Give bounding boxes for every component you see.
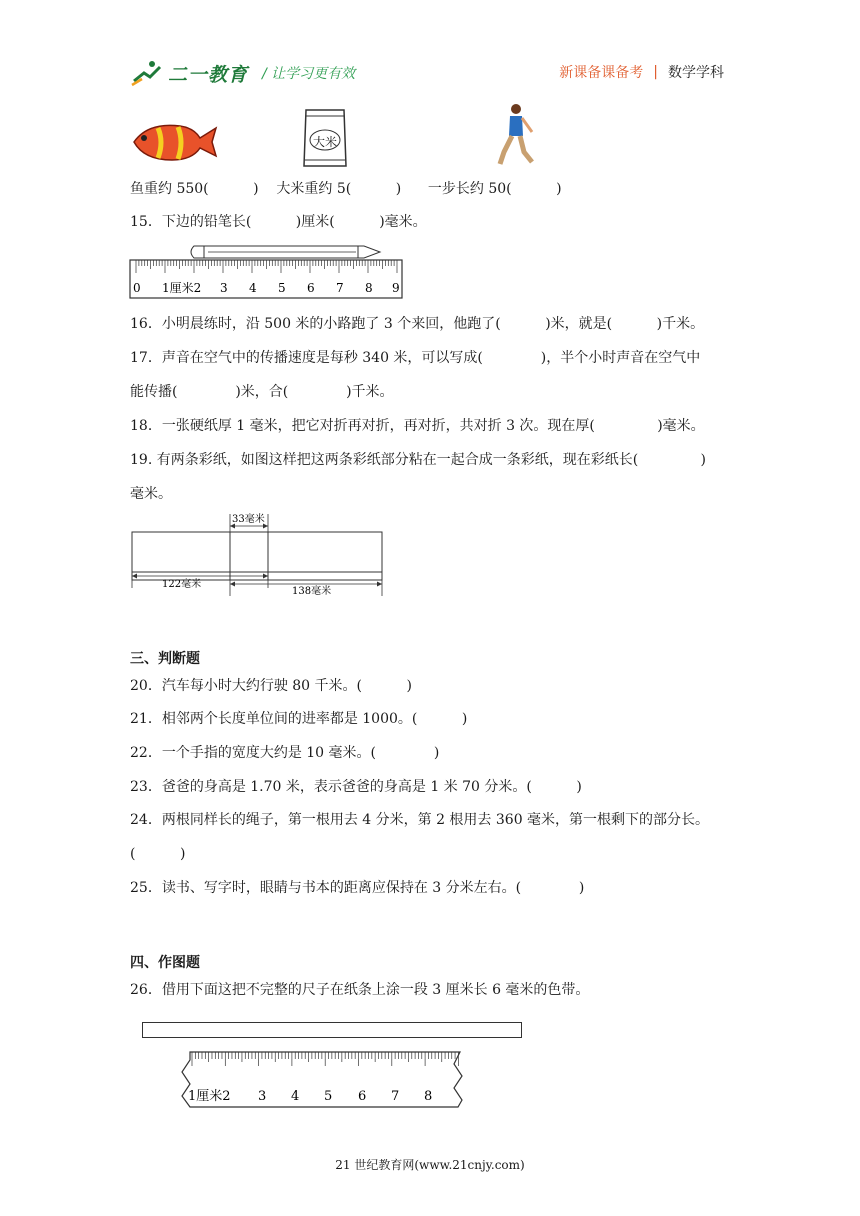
q21-text: 21．相邻两个长度单位间的进率都是 1000。( ) xyxy=(130,711,468,727)
q23-text: 23．爸爸的身高是 1.70 米，表示爸爸的身高是 1 米 70 分米。( ) xyxy=(130,779,582,795)
ruler1-tick-label: 3 xyxy=(220,281,228,295)
header-slogan: / 让学习更有效 xyxy=(262,66,356,82)
ruler1-tick-label: 1厘米2 xyxy=(162,281,202,295)
ruler1-tick-label: 9 xyxy=(392,281,400,295)
section-3-title: 三、判断题 xyxy=(130,651,200,667)
rice-bag-label: 大米 xyxy=(312,135,337,149)
runner-logo-icon xyxy=(130,59,164,87)
q19-text-line1: 19. 有两条彩纸，如图这样把这两条彩纸部分粘在一起合成一条彩纸，现在彩纸长( ) xyxy=(130,452,706,468)
header-right xyxy=(559,62,724,82)
q26-text: 26．借用下面这把不完整的尺子在纸条上涂一段 3 厘米长 6 毫米的色带。 xyxy=(130,982,590,998)
q18-text: 18．一张硬纸厚 1 毫米，把它对折再对折，再对折，共对折 3 次。现在厚( )毫米。 xyxy=(130,418,705,434)
logo-text: 二一教育 xyxy=(168,63,249,86)
section-4-title: 四、作图题 xyxy=(130,955,200,971)
ruler2-tick-label: 3 xyxy=(258,1089,267,1104)
q15-text: 15．下边的铅笔长( )厘米( )毫米。 xyxy=(130,214,427,230)
q17-text-line1: 17．声音在空气中的传播速度是每秒 340 米，可以写成( )，半个小时声音在空气中 xyxy=(130,350,701,366)
ruler1-tick-label: 7 xyxy=(336,281,344,295)
header-tag: 新课备课备考 xyxy=(559,65,644,81)
q20-text: 20．汽车每小时大约行驶 80 千米。( ) xyxy=(130,678,412,694)
ruler1-tick-label: 5 xyxy=(278,281,286,295)
ruler2-tick-label: 1厘米2 xyxy=(188,1089,231,1104)
pencil xyxy=(191,246,380,258)
walking-person-image xyxy=(496,102,538,168)
overlap-label: 33毫米 xyxy=(232,514,265,525)
paper-strip xyxy=(142,1022,522,1038)
paper-strip-left xyxy=(132,532,268,580)
header-logo-area xyxy=(130,56,355,90)
q22-text: 22．一个手指的宽度大约是 10 毫米。( ) xyxy=(130,745,440,761)
broken-ruler xyxy=(178,1050,470,1110)
left-strip-label: 122毫米 xyxy=(162,579,202,590)
ruler2-tick-label: 6 xyxy=(358,1089,367,1104)
paper-strips-diagram xyxy=(128,508,390,600)
ruler-with-pencil xyxy=(128,242,408,302)
ruler2-tick-label: 4 xyxy=(291,1089,300,1104)
q19-text-line2: 毫米。 xyxy=(130,486,172,502)
fish-image xyxy=(128,118,218,164)
right-strip-label: 138毫米 xyxy=(292,586,332,597)
q24-text-line2: ( ) xyxy=(130,846,186,862)
ruler1-tick-label: 4 xyxy=(249,281,257,295)
q25-text: 25．读书、写字时，眼睛与书本的距离应保持在 3 分米左右。( ) xyxy=(130,880,585,896)
q24-text-line1: 24．两根同样长的绳子，第一根用去 4 分米，第 2 根用去 360 毫米，第一根剩下的部分长。 xyxy=(130,812,710,828)
footer-text: 21 世纪教育网(www.21cnjy.com) xyxy=(335,1158,525,1172)
ruler1-tick-label: 6 xyxy=(307,281,315,295)
header-subject: 数学学科 xyxy=(668,65,724,81)
ruler1-tick-label: 0 xyxy=(133,281,141,295)
q14-answer-line: 鱼重约 550( ) 大米重约 5( ) 一步长约 50( ) xyxy=(130,181,562,197)
ruler2-tick-label: 7 xyxy=(391,1089,400,1104)
q16-text: 16．小明晨练时，沿 500 米的小路跑了 3 个来回，他跑了( )米，就是( )千米。 xyxy=(130,316,705,332)
ruler2-tick-label: 8 xyxy=(424,1089,433,1104)
header-separator: | xyxy=(653,64,658,80)
ruler2-tick-label: 5 xyxy=(324,1089,333,1104)
q17-text-line2: 能传播( )米，合( )千米。 xyxy=(130,384,394,400)
ruler1-tick-label: 8 xyxy=(365,281,373,295)
